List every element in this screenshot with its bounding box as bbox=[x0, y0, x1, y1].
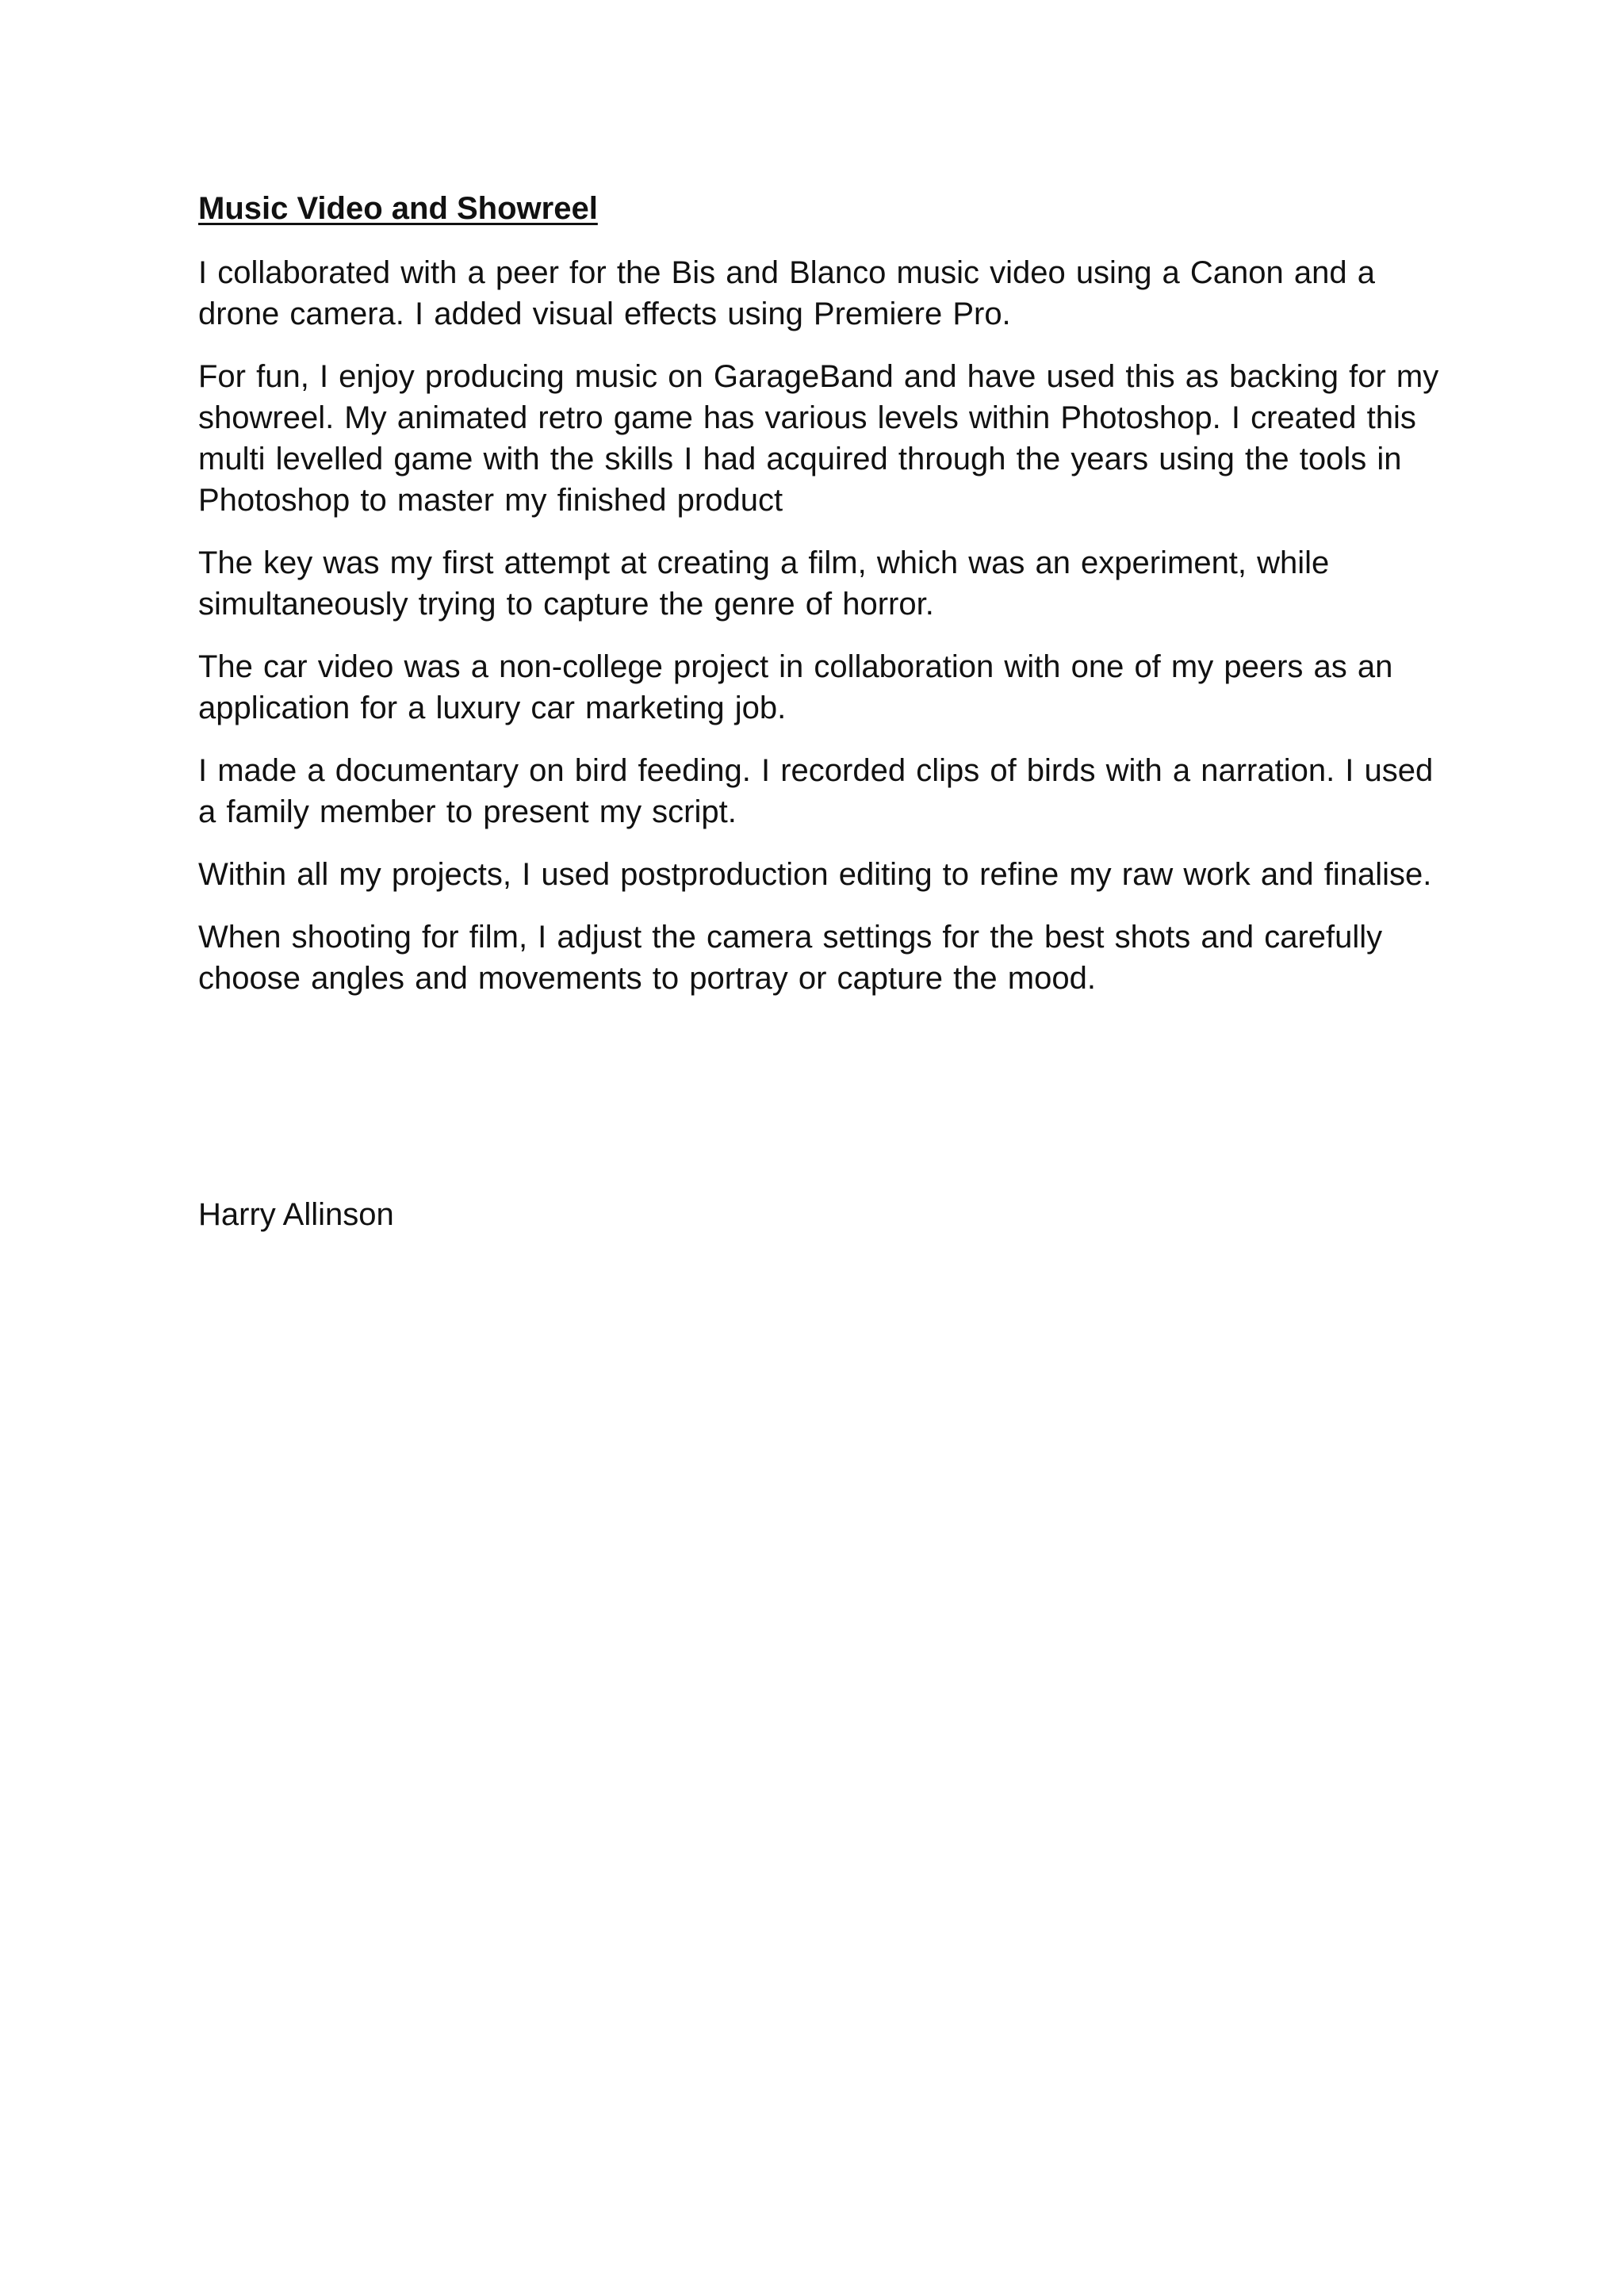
paragraph-music-video: I collaborated with a peer for the Bis and Blanco music video using a Canon and a drone camera. I added visual effects using Premiere Pro. bbox=[198, 255, 1375, 331]
document-heading: Music Video and Showreel bbox=[198, 191, 598, 226]
paragraph-showreel: For fun, I enjoy producing music on GarageBand and have used this as backing for my showreel. My animated retro game has various levels within Photoshop. I created this multi levelled game with the skills I had acquired through the years using the tools in Photoshop to master my finished product bbox=[198, 359, 1439, 518]
document-body bbox=[198, 189, 1459, 1020]
paragraph-postproduction: Within all my projects, I used postproduction editing to refine my raw work and finalise. bbox=[198, 857, 1432, 892]
signature: Harry Allinson bbox=[198, 1197, 394, 1232]
paragraph-documentary: I made a documentary on bird feeding. I recorded clips of birds with a narration. I used a family member to present my script. bbox=[198, 753, 1434, 829]
paragraph-car-video: The car video was a non-college project in collaboration with one of my peers as an application for a luxury car marketing job. bbox=[198, 649, 1393, 725]
paragraph-camera-settings: When shooting for film, I adjust the camera settings for the best shots and carefully choose angles and movements to portray or capture the mood. bbox=[198, 920, 1383, 996]
paragraph-the-key: The key was my first attempt at creating a film, which was an experiment, while simultaneously trying to capture the genre of horror. bbox=[198, 545, 1330, 622]
